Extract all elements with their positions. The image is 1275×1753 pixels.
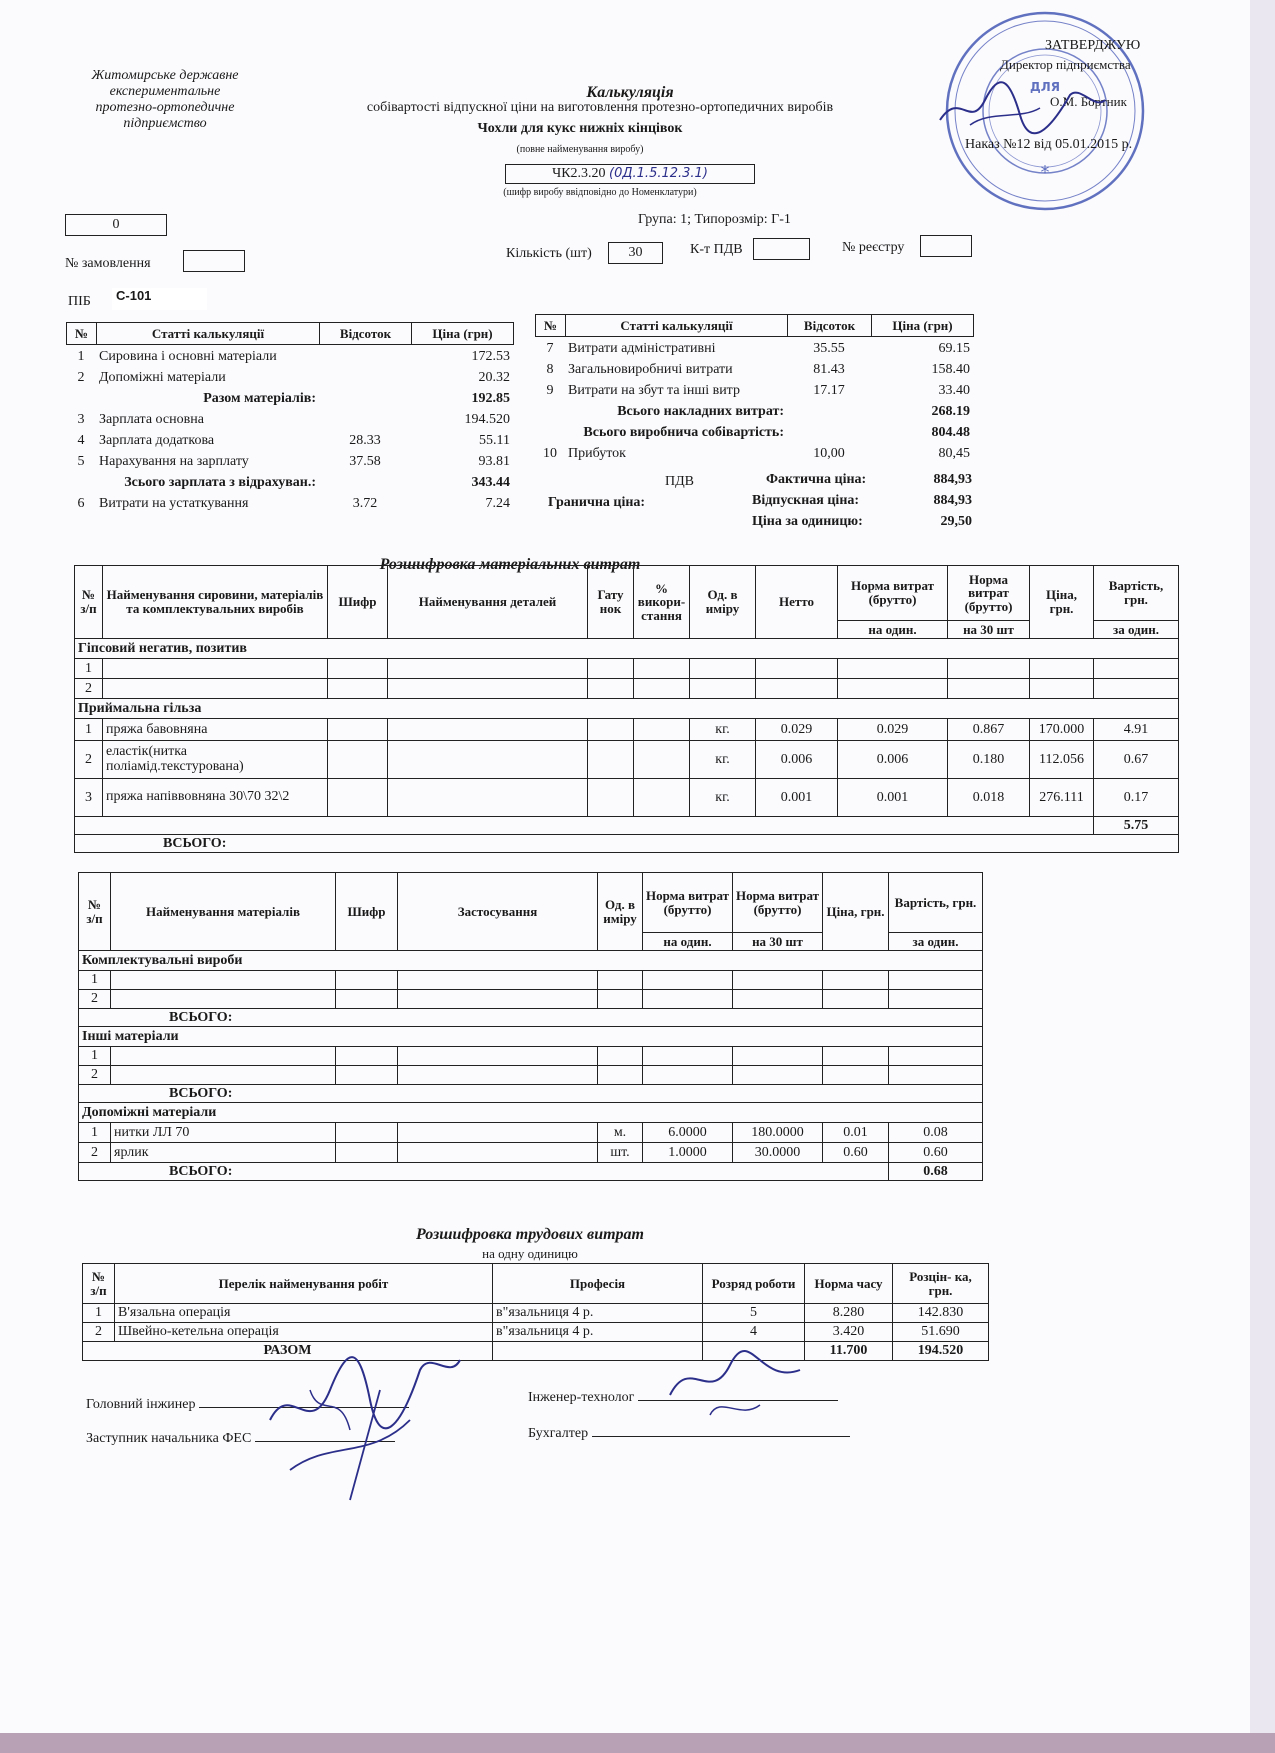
col-header: Ціна (грн): [412, 323, 514, 345]
calc-row: [66, 409, 513, 430]
group-info: Група: 1; Типорозмір: Г-1: [638, 212, 791, 227]
col-header: Статті калькуляції: [566, 315, 788, 337]
calc-cell-price: 7.24: [485, 496, 510, 511]
table-row: 2: [79, 1066, 983, 1085]
labor-table: [82, 1263, 989, 1361]
calc-cell-name: Разом матеріалів:: [203, 391, 316, 406]
calc-row: [66, 472, 513, 493]
calc-cell-name: Витрати адміністративні: [568, 341, 716, 356]
labor-total-label: РАЗОМ: [83, 1342, 493, 1361]
calc-cell-price: 343.44: [471, 475, 510, 490]
pib-label: ПІБ: [68, 294, 91, 309]
col-header: Застосування: [398, 873, 598, 951]
col-subheader: за один.: [889, 933, 983, 951]
handwritten-code: (0Д.1.5.12.3.1): [609, 166, 708, 181]
unit-price-label: Ціна за одиницю:: [752, 514, 863, 529]
col-header: Норма витрат (брутто): [643, 873, 733, 933]
materials-table-2: [78, 872, 983, 1181]
registry-label: № реєстру: [842, 240, 905, 255]
svg-text:ДЛЯ: ДЛЯ: [1030, 80, 1060, 94]
order-number-label: № замовлення: [65, 256, 151, 271]
calc-cell-pct: 35.55: [813, 341, 845, 356]
col-header: Відсоток: [320, 323, 412, 345]
calc-cell-pct: [787, 422, 871, 443]
page-edge: [1250, 0, 1275, 1753]
approve-order: Наказ №12 від 05.01.2015 р.: [965, 137, 1133, 152]
zero-field: 0: [65, 214, 167, 236]
calc-cell-price: 158.40: [931, 362, 970, 377]
calc-left-rows: [66, 346, 513, 514]
calc-row: [535, 380, 973, 401]
components-total-label: ВСЬОГО:: [79, 1009, 983, 1027]
table-row: 2: [79, 990, 983, 1009]
accountant-label: Бухгалтер: [528, 1426, 850, 1442]
svg-text:*: *: [1040, 162, 1050, 183]
col-header: Відсоток: [788, 315, 872, 337]
table-row: 1 В'язальна операція в"язальниця 4 р. 5 8.280 142.830: [83, 1304, 989, 1323]
col-header: Норма витрат (брутто): [948, 566, 1030, 621]
calc-cell-name: Витрати на устаткування: [99, 496, 249, 511]
col-subheader: на один.: [838, 621, 948, 639]
col-header: Ціна, грн.: [1030, 566, 1094, 639]
other-total-label: ВСЬОГО:: [79, 1085, 983, 1103]
calc-row: [66, 430, 513, 451]
calc-cell-price: 80,45: [938, 446, 970, 461]
calc-cell-name: Прибуток: [568, 446, 626, 461]
calc-cell-name: Зсього зарплата з відрахуван.:: [124, 475, 316, 490]
calc-cell-pct: [319, 472, 411, 493]
chief-signature: [250, 1330, 470, 1510]
col-header: Ціна, грн.: [823, 873, 889, 951]
calc-row: [66, 388, 513, 409]
calc-row: [66, 346, 513, 367]
quantity-field: 30: [608, 242, 663, 264]
col-header: Розцін- ка, грн.: [893, 1264, 989, 1304]
calc-cell-name: Допоміжні матеріали: [99, 370, 226, 385]
deputy-label: Заступник начальника ФЕС: [86, 1431, 395, 1447]
approve-title: ЗАТВЕРДЖУЮ: [1045, 38, 1141, 53]
col-subheader: на 30 шт: [948, 621, 1030, 639]
calc-cell-price: 55.11: [479, 433, 510, 448]
labor-title: Розшифровка трудових витрат: [416, 1226, 644, 1243]
calc-cell-n: [66, 388, 96, 409]
col-header: №: [536, 315, 566, 337]
calc-cell-price: 192.85: [471, 391, 510, 406]
col-header: Гату нок: [588, 566, 634, 639]
calc-cell-pct: 28.33: [349, 433, 381, 448]
calc-cell-price: 20.32: [478, 370, 510, 385]
col-header: Нетто: [756, 566, 838, 639]
calc-cell-name: Сировина і основні матеріали: [99, 349, 277, 364]
col-header: Од. в иміру: [598, 873, 643, 951]
vat-field: [753, 238, 810, 260]
quantity-label: Кількість (шт): [506, 246, 592, 261]
calc-cell-name: Зарплата основна: [99, 412, 204, 427]
product-code-caption: (шифр виробу ввідповідно до Номенклатури): [503, 187, 697, 198]
calc-row: [535, 401, 973, 422]
registry-field: [920, 235, 972, 257]
calc-row: [66, 493, 513, 514]
table-row: 1: [79, 971, 983, 990]
aux-total: 0.68: [889, 1163, 983, 1181]
chief-engineer-label: Головний інжинер: [86, 1397, 409, 1413]
table-row: 1 пряжа бавовняна кг. 0.029 0.029 0.867 170.000 4.91: [75, 719, 1179, 741]
section-title: Комплектувальні вироби: [79, 951, 983, 971]
calc-cell-pct: 10,00: [813, 446, 845, 461]
calc-table-right: [535, 314, 974, 337]
table-row: 2: [75, 679, 1179, 699]
calc-cell-n: 3: [77, 412, 85, 427]
col-header: Статті калькуляції: [97, 323, 320, 345]
materials-title: Розшифровка матеріальних витрат: [379, 556, 641, 573]
col-header: Вартість, грн.: [889, 873, 983, 933]
col-header: №: [67, 323, 97, 345]
calc-cell-price: 172.53: [471, 349, 510, 364]
labor-total-time: 11.700: [805, 1342, 893, 1361]
materials-total-label: ВСЬОГО:: [75, 835, 1179, 853]
calc-cell-name: Нарахування на зарплату: [99, 454, 249, 469]
product-name: Чохли для кукс нижніх кінцівок: [477, 121, 683, 136]
scan-border: [0, 1733, 1275, 1753]
calc-cell-price: 804.48: [931, 425, 970, 440]
col-header: Вартість, грн.: [1094, 566, 1179, 621]
calc-right-rows: [535, 338, 973, 464]
calc-cell-name: Всього накладних витрат:: [617, 404, 784, 419]
calc-row: [535, 422, 973, 443]
labor-total-rate: 194.520: [893, 1342, 989, 1361]
calc-cell-n: 7: [546, 341, 554, 356]
table-row: 1: [75, 659, 1179, 679]
calc-cell-pct: 17.17: [813, 383, 845, 398]
col-header: Професія: [493, 1264, 703, 1304]
section-title: Інші матеріали: [79, 1027, 983, 1047]
pib-value: С-101: [112, 288, 207, 310]
col-header: Найменування деталей: [388, 566, 588, 639]
calc-cell-pct: [319, 409, 411, 430]
calc-cell-name: Витрати на збут та інші витр: [568, 383, 740, 398]
col-header: Норма витрат (брутто): [733, 873, 823, 933]
aux-total-label: ВСЬОГО:: [79, 1163, 889, 1181]
calc-row: [66, 367, 513, 388]
table-row: 3 пряжа напіввовняна 30\70 32\2 кг. 0.001 0.001 0.018 276.111 0.17: [75, 779, 1179, 817]
col-header: Найменування сировини, матеріалів та комплектувальних виробів: [103, 566, 328, 639]
table-row: 1 нитки ЛЛ 70 м. 6.0000 180.0000 0.01 0.08: [79, 1123, 983, 1143]
calc-row: [535, 338, 973, 359]
col-header: № з/п: [83, 1264, 115, 1304]
release-price: 884,93: [933, 493, 972, 508]
organization-name: Житомирське державне експериментальне протезно-ортопедичне підприємство: [91, 68, 239, 132]
section-title: Допоміжні матеріали: [79, 1103, 983, 1123]
section-title: Гіпсовий негатив, позитив: [75, 639, 1179, 659]
col-header: Найменування матеріалів: [111, 873, 336, 951]
vat-label: К-т ПДВ: [690, 242, 743, 257]
calc-cell-n: 10: [543, 446, 557, 461]
engineer-signature: [660, 1345, 820, 1425]
calc-cell-n: [535, 422, 565, 443]
calc-cell-n: 2: [77, 370, 85, 385]
col-header: Од. в иміру: [690, 566, 756, 639]
col-header: Шифр: [336, 873, 398, 951]
calc-cell-pct: 3.72: [352, 496, 378, 511]
product-name-caption: (повне найменування виробу): [516, 144, 644, 155]
calc-cell-pct: [319, 388, 411, 409]
calc-cell-name: Всього виробнича собівартість:: [583, 425, 784, 440]
calc-cell-price: 194.520: [464, 412, 510, 427]
calc-cell-pct: [787, 401, 871, 422]
calc-cell-price: 69.15: [938, 341, 970, 356]
calc-cell-name: Загальновиробничі витрати: [568, 362, 733, 377]
calc-cell-price: 93.81: [478, 454, 510, 469]
calc-row: [535, 359, 973, 380]
calc-cell-n: 4: [77, 433, 85, 448]
section-title: Приймальна гільза: [75, 699, 1179, 719]
table-row: 2 Швейно-кетельна операція в"язальниця 4 р. 4 3.420 51.690: [83, 1323, 989, 1342]
calc-cell-price: 33.40: [938, 383, 970, 398]
calc-cell-pct: 81.43: [813, 362, 845, 377]
table-row: 2 ярлик шт. 1.0000 30.0000 0.60 0.60: [79, 1143, 983, 1163]
calc-row: [66, 451, 513, 472]
order-number-field: [183, 250, 245, 272]
calc-cell-name: Зарплата додаткова: [99, 433, 215, 448]
calc-cell-price: 268.19: [931, 404, 970, 419]
calc-row: [535, 443, 973, 464]
fact-price-label: Фактична ціна:: [766, 472, 867, 487]
materials-table: [74, 565, 1179, 853]
unit-price: 29,50: [940, 514, 972, 529]
product-code-field: ЧК2.3.20 (0Д.1.5.12.3.1): [505, 164, 755, 184]
col-header: Ціна (грн): [872, 315, 974, 337]
fact-price: 884,93: [933, 472, 972, 487]
calc-cell-n: [535, 401, 565, 422]
director-signature: [930, 70, 1110, 150]
vat-row-label: ПДВ: [665, 474, 694, 489]
release-price-label: Відпускная ціна:: [752, 493, 860, 508]
calc-cell-n: 9: [546, 383, 554, 398]
calc-cell-n: 6: [77, 496, 85, 511]
col-header: Норма витрат (брутто): [838, 566, 948, 621]
materials-total: 5.75: [1094, 817, 1179, 835]
labor-subtitle: на одну одиницю: [482, 1246, 578, 1261]
table-row: 2 еластік(нитка поліамід.текстурована) кг. 0.006 0.006 0.180 112.056 0.67: [75, 741, 1179, 779]
col-header: Розряд роботи: [703, 1264, 805, 1304]
col-subheader: за один.: [1094, 621, 1179, 639]
table-row: 1: [79, 1047, 983, 1066]
approve-position: Директор підприємства: [1000, 57, 1131, 72]
calc-table-left: [66, 322, 514, 345]
calc-cell-n: 8: [546, 362, 554, 377]
col-header: Шифр: [328, 566, 388, 639]
calc-cell-pct: 37.58: [349, 454, 381, 469]
col-header: Перелік найменування робіт: [115, 1264, 493, 1304]
calc-cell-pct: [319, 367, 411, 388]
col-subheader: на один.: [643, 933, 733, 951]
col-header: № з/п: [79, 873, 111, 951]
approve-name: О.М. Бортник: [1050, 94, 1127, 109]
col-subheader: на 30 шт: [733, 933, 823, 951]
calc-cell-n: 5: [77, 454, 85, 469]
accountant-signature-line: [592, 1436, 850, 1437]
page-title: Калькуляція: [586, 84, 674, 101]
page-subtitle: собівартості відпускної ціни на виготовлення протезно-ортопедичних виробів: [366, 100, 834, 115]
calc-cell-n: 1: [77, 349, 85, 364]
engineer-label: Інженер-технолог: [528, 1390, 838, 1406]
calc-cell-n: [66, 472, 96, 493]
col-header: % викори- стання: [634, 566, 690, 639]
col-header: Норма часу: [805, 1264, 893, 1304]
col-header: № з/п: [75, 566, 103, 639]
calc-cell-pct: [319, 346, 411, 367]
limit-price-label: Гранична ціна:: [548, 495, 646, 510]
